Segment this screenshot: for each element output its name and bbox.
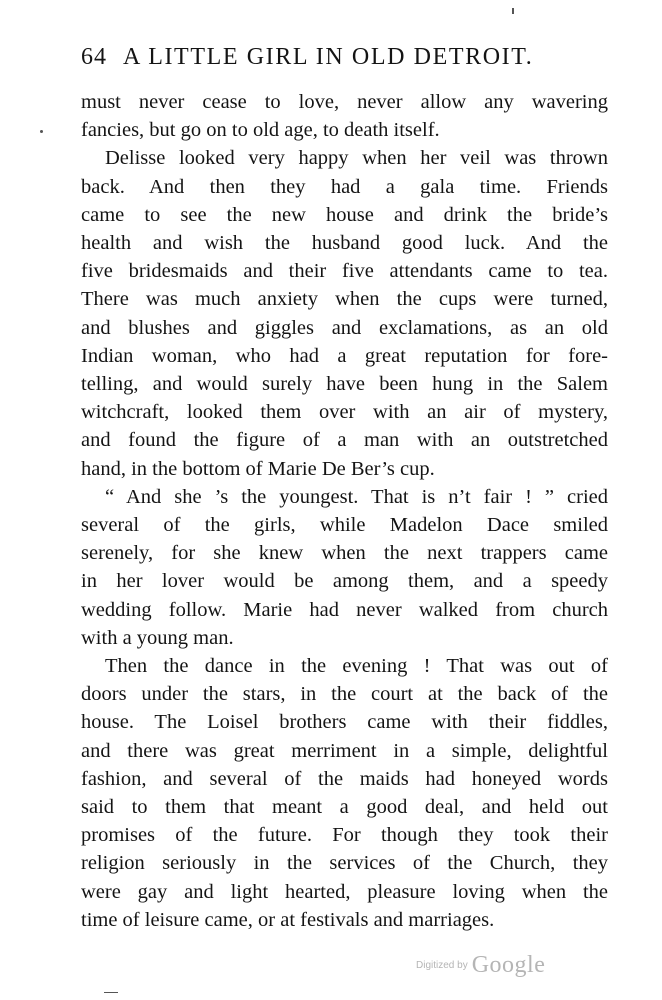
text-line: wedding follow. Marie had never walked from church <box>81 598 608 621</box>
text-line: fancies, but go on to old age, to death itself. <box>81 119 440 142</box>
text-line: promises of the future. For though they took their <box>81 824 608 847</box>
paragraph <box>81 88 608 144</box>
text-line: with a young man. <box>81 626 234 649</box>
text-line: were gay and light hearted, pleasure loving when the <box>81 880 608 903</box>
text-line: hand, in the bottom of Marie De Ber’s cup. <box>81 457 435 480</box>
bottom-rule-mark <box>104 992 118 993</box>
running-header <box>81 40 606 76</box>
text-line: There was much anxiety when the cups were turned, <box>81 288 608 311</box>
text-line: and there was great merriment in a simple, delightful <box>81 739 608 762</box>
text-line: came to see the new house and drink the bride’s <box>81 203 608 226</box>
text-line: must never cease to love, never allow any wavering <box>81 91 608 113</box>
top-corner-mark <box>512 8 514 14</box>
text-line: back. And then they had a gala time. Friends <box>81 175 608 198</box>
running-title: A LITTLE GIRL IN OLD DETROIT. <box>123 44 534 70</box>
watermark-brand: Google <box>471 952 546 978</box>
text-line: health and wish the husband good luck. And the <box>81 232 608 255</box>
paragraph <box>81 483 608 652</box>
text-line: “ And she ’s the youngest. That is n’t fair ! ” cried <box>105 485 608 508</box>
paragraph <box>81 652 608 934</box>
watermark-prefix: Digitized by <box>416 960 468 971</box>
paragraph <box>81 144 608 482</box>
text-line: and blushes and giggles and exclamations, as an old <box>81 316 608 339</box>
text-line: said to them that meant a good deal, and held out <box>81 796 608 819</box>
text-line: in her lover would be among them, and a speedy <box>81 570 608 593</box>
text-line: several of the girls, while Madelon Dace smiled <box>81 514 608 537</box>
text-line: telling, and would surely have been hung in the Salem <box>81 373 608 396</box>
text-line: Indian woman, who had a great reputation for fore- <box>81 344 608 367</box>
text-line: Delisse looked very happy when her veil was thrown <box>105 147 608 170</box>
margin-speck <box>40 130 43 133</box>
text-line: Then the dance in the evening ! That was out of <box>105 655 608 678</box>
text-line: and found the figure of a man with an outstretched <box>81 429 608 452</box>
text-line: doors under the stars, in the court at the back of the <box>81 683 608 706</box>
text-line: serenely, for she knew when the next trappers came <box>81 542 608 565</box>
text-line: religion seriously in the services of the Church, they <box>81 852 608 875</box>
text-line: fashion, and several of the maids had honeyed words <box>81 767 608 790</box>
text-line: time of leisure came, or at festivals and marriages. <box>81 908 495 931</box>
digitization-watermark <box>416 952 545 979</box>
page-number: 64 <box>81 44 107 70</box>
text-line: five bridesmaids and their five attendants came to tea. <box>81 260 608 283</box>
text-line: witchcraft, looked them over with an air of mystery, <box>81 401 608 424</box>
text-line: house. The Loisel brothers came with their fiddles, <box>81 711 608 734</box>
body-text <box>81 88 608 934</box>
